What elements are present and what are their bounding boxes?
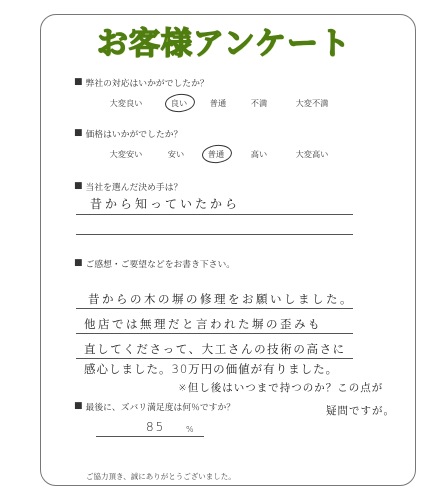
question-3 [74,180,182,193]
bullet-icon: ■ [74,258,83,268]
q4-answer-line-4: 感心しました。30万円の価値が有りました。 [84,362,339,376]
q1-option-dissatisfied[interactable]: 不満 [250,98,268,108]
question-5-label: 最後に、ズバリ満足度は何％ですか？ [85,403,236,413]
answer-line [76,214,353,215]
question-3-label: 当社を選んだ決め手は？ [85,183,183,193]
q3-answer: 昔から知っていたから [90,197,241,211]
q5-answer-unit: % [186,425,194,434]
q4-answer-line-5: ※但し後はいつまで持つのか？この点が [178,382,384,394]
question-4-label: ご感想・ご要望などをお書き下さい。 [85,260,236,270]
q2-option-expensive[interactable]: 高い [250,149,268,159]
q2-option-very-expensive[interactable]: 大変高い [295,149,329,159]
bullet-icon: ■ [74,77,83,87]
answer-line [96,436,204,437]
answer-line [76,333,353,334]
question-1 [74,76,209,89]
answer-line [76,234,353,235]
q4-answer-line-1: 昔からの木の塀の修理をお願いしました。 [88,292,354,306]
q2-option-cheap[interactable]: 安い [167,149,185,159]
q1-option-good[interactable]: 良い [170,98,188,108]
bullet-icon: ■ [74,128,83,138]
q4-answer-line-3: 直してくださって、大工さんの技術の高さに [84,342,346,356]
answer-line [76,358,353,359]
q4-answer-line-6: 疑問ですが。 [326,405,395,417]
question-5 [74,400,235,413]
bullet-icon: ■ [74,181,83,191]
question-2 [74,127,182,140]
question-2-label: 価格はいかがでしたか？ [85,130,183,140]
survey-title: お客様アンケート [96,26,352,62]
q1-option-very-dissatisfied[interactable]: 大変不満 [295,98,329,108]
q1-option-very-good[interactable]: 大変良い [109,98,143,108]
q1-option-normal[interactable]: 普通 [209,98,227,108]
q4-answer-line-2: 他店では無理だと言われた塀の歪みも [84,317,322,331]
q2-option-normal[interactable]: 普通 [207,149,225,159]
footer-thanks: ご協力頂き、誠にありがとうございました。 [86,472,236,481]
q5-answer-value: 85 [146,420,166,434]
q2-option-very-cheap[interactable]: 大変安い [109,149,143,159]
bullet-icon: ■ [74,401,83,411]
question-4 [74,257,235,270]
answer-line [76,308,353,309]
question-1-label: 弊社の対応はいかがでしたか？ [85,79,209,89]
